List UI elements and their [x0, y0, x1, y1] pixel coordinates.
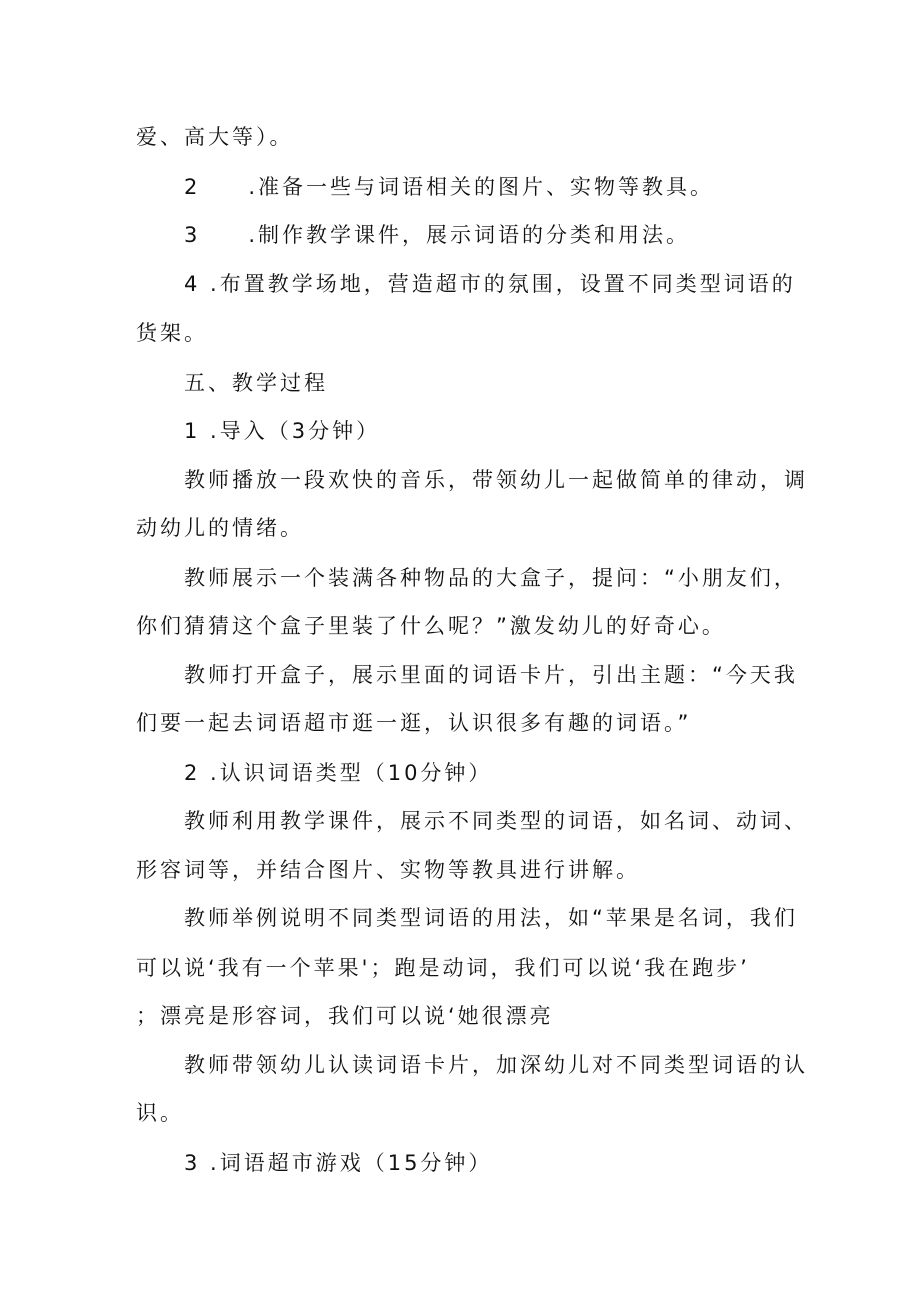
paragraph-line: 你们猜猜这个盒子里装了什么呢？”激发幼儿的好奇心。 [136, 614, 726, 638]
text-line: 货架。 [136, 321, 208, 345]
paragraph-line: 教师展示一个装满各种物品的大盒子，提问：“小朋友们， [184, 566, 798, 590]
paragraph-line: 动幼儿的情绪。 [136, 516, 304, 540]
text-line: 爱、高大等）。 [136, 125, 294, 149]
paragraph-line: 教师举例说明不同类型词语的用法，如“苹果是名词，我们 [184, 906, 798, 930]
subsection-heading: 3 .词语超市游戏（15分钟） [184, 1151, 493, 1175]
paragraph-line: 教师播放一段欢快的音乐，带领幼儿一起做简单的律动，调 [184, 468, 808, 492]
paragraph-line: 们要一起去词语超市逛一逛，认识很多有趣的词语。” [136, 711, 692, 735]
section-heading: 五、教学过程 [184, 371, 328, 395]
list-item-3: 3 .制作教学课件，展示词语的分类和用法。 [184, 223, 691, 247]
paragraph-line: 教师打开盒子，展示里面的词语卡片，引出主题：“今天我 [184, 663, 798, 687]
paragraph-line: 教师带领幼儿认读词语卡片，加深幼儿对不同类型词语的认 [184, 1053, 808, 1077]
subsection-heading: 1 .导入（3分钟） [184, 419, 381, 443]
paragraph-line: ；漂亮是形容词，我们可以说‘她很漂亮 [136, 1004, 554, 1028]
paragraph-line: 可以说‘我有一个苹果'；跑是动词，我们可以说‘我在跑步’ [136, 956, 750, 980]
list-item-4: 4 .布置教学场地，营造超市的氛围，设置不同类型词语的 [184, 272, 796, 296]
list-item-2: 2 .准备一些与词语相关的图片、实物等教具。 [184, 175, 715, 199]
paragraph-line: 形容词等，并结合图片、实物等教具进行讲解。 [136, 858, 640, 882]
subsection-heading: 2 .认识词语类型（10分钟） [184, 761, 493, 785]
paragraph-line: 识。 [136, 1101, 184, 1125]
paragraph-line: 教师利用教学课件，展示不同类型的词语，如名词、动词、 [184, 809, 808, 833]
